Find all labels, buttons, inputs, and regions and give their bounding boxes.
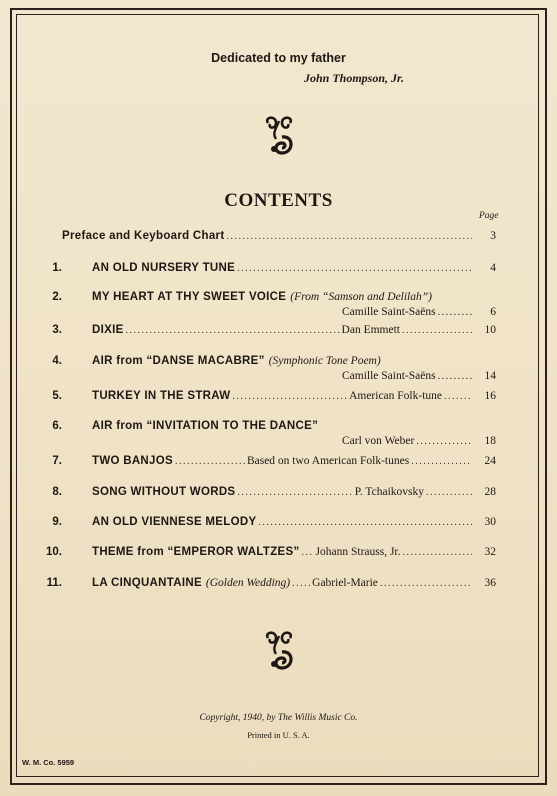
toc-entry: [46, 546, 496, 562]
entry-composer: Based on two American Folk-tunes: [246, 455, 410, 467]
page-number: 16: [484, 390, 496, 402]
leader-dots: [237, 487, 352, 498]
page-number: 6: [490, 306, 496, 318]
leader-dots: [232, 391, 347, 402]
entry-title: DIXIE: [92, 324, 124, 336]
page-number: 14: [484, 370, 496, 382]
leader-dots: [126, 325, 340, 336]
printed-in: Printed in U. S. A.: [247, 730, 310, 740]
entry-title: AIR from “DANSE MACABRE”: [92, 355, 265, 367]
leader-dots: [175, 456, 245, 467]
copyright-notice: Copyright, 1940, by The Willis Music Co.: [199, 713, 358, 723]
leader-dots: [258, 517, 472, 528]
leader-dots: [444, 391, 472, 402]
toc-entry: [52, 355, 496, 371]
entry-composer: Dan Emmett: [341, 324, 400, 336]
entry-number: 5.: [52, 390, 62, 402]
entry-title: SONG WITHOUT WORDS: [92, 486, 236, 498]
page-number: 32: [484, 546, 496, 558]
entry-number: 6.: [52, 420, 62, 432]
page-number: 4: [490, 262, 496, 274]
toc-entry: [52, 455, 496, 471]
contents-title: CONTENTS: [224, 190, 333, 211]
entry-composer: American Folk-tune: [349, 390, 442, 402]
entry-number: 9.: [52, 516, 62, 528]
toc-entry: [52, 291, 496, 307]
toc-entry-composer-row: [342, 370, 496, 386]
toc-entry: [52, 486, 496, 502]
leader-dots: [237, 263, 472, 274]
leader-dots: [438, 307, 472, 318]
entry-composer: Carl von Weber: [342, 435, 415, 447]
toc-entry-composer-row: [342, 306, 496, 322]
entry-title: THEME from “EMPEROR WALTZES”: [92, 546, 300, 558]
entry-number: 3.: [52, 324, 62, 336]
leader-dots: [411, 456, 472, 467]
page-number: 28: [484, 486, 496, 498]
toc-entry-composer-row: [342, 435, 496, 451]
leader-dots: [380, 578, 472, 589]
page-number: 30: [484, 516, 496, 528]
page-number: 18: [484, 435, 496, 447]
entry-subtitle: (Golden Wedding): [205, 577, 291, 589]
entry-number: 7.: [52, 455, 62, 467]
entry-number: 4.: [52, 355, 62, 367]
entry-number: 10.: [46, 546, 62, 558]
catalog-code: W. M. Co. 5959: [22, 758, 75, 767]
entry-composer: Johann Strauss, Jr.: [315, 546, 401, 558]
leader-dots: [403, 547, 472, 558]
entry-subtitle: (Symphonic Tone Poem): [268, 355, 381, 367]
entry-composer: Camille Saint-Saëns: [342, 370, 436, 382]
dedication-line: Dedicated to my father: [211, 51, 346, 65]
entry-composer: P. Tchaikovsky: [354, 486, 424, 498]
toc-entry: [52, 516, 496, 532]
entry-number: 11.: [46, 577, 62, 589]
page-column-header: Page: [479, 211, 499, 221]
dedication-name: John Thompson, Jr.: [304, 71, 405, 85]
entry-composer: Camille Saint-Saëns: [342, 306, 436, 318]
floral-ornament-icon: [262, 630, 296, 672]
leader-dots: [292, 578, 310, 589]
leader-dots: [226, 231, 472, 242]
entry-title: AN OLD VIENNESE MELODY: [92, 516, 257, 528]
leader-dots: [402, 325, 472, 336]
floral-ornament-icon: [262, 115, 296, 157]
leader-dots: [426, 487, 472, 498]
page-number: 10: [484, 324, 496, 336]
leader-dots: [302, 547, 314, 558]
toc-entry: [46, 577, 496, 593]
entry-title: MY HEART AT THY SWEET VOICE: [92, 291, 287, 303]
page-number: 3: [490, 230, 496, 242]
toc-entry: [52, 390, 496, 406]
toc-entry: [52, 420, 496, 436]
entry-title: LA CINQUANTAINE: [92, 577, 202, 589]
leader-dots: [438, 371, 472, 382]
entry-number: 2.: [52, 291, 62, 303]
leader-dots: [416, 436, 472, 447]
entry-number: 1.: [52, 262, 62, 274]
entry-title: AIR from “INVITATION TO THE DANCE”: [92, 420, 319, 432]
entry-number: 8.: [52, 486, 62, 498]
toc-entry: [52, 262, 496, 278]
page-number: 36: [484, 577, 496, 589]
entry-title: TURKEY IN THE STRAW: [92, 390, 231, 402]
entry-composer: Gabriel-Marie: [312, 577, 378, 589]
preface-row: [62, 230, 496, 246]
entry-title: TWO BANJOS: [92, 455, 173, 467]
entry-title: AN OLD NURSERY TUNE: [92, 262, 236, 274]
toc-entry: [52, 324, 496, 340]
entry-subtitle: (From “Samson and Delilah”): [290, 291, 432, 303]
page-number: 24: [484, 455, 496, 467]
preface-title: Preface and Keyboard Chart: [62, 230, 225, 242]
